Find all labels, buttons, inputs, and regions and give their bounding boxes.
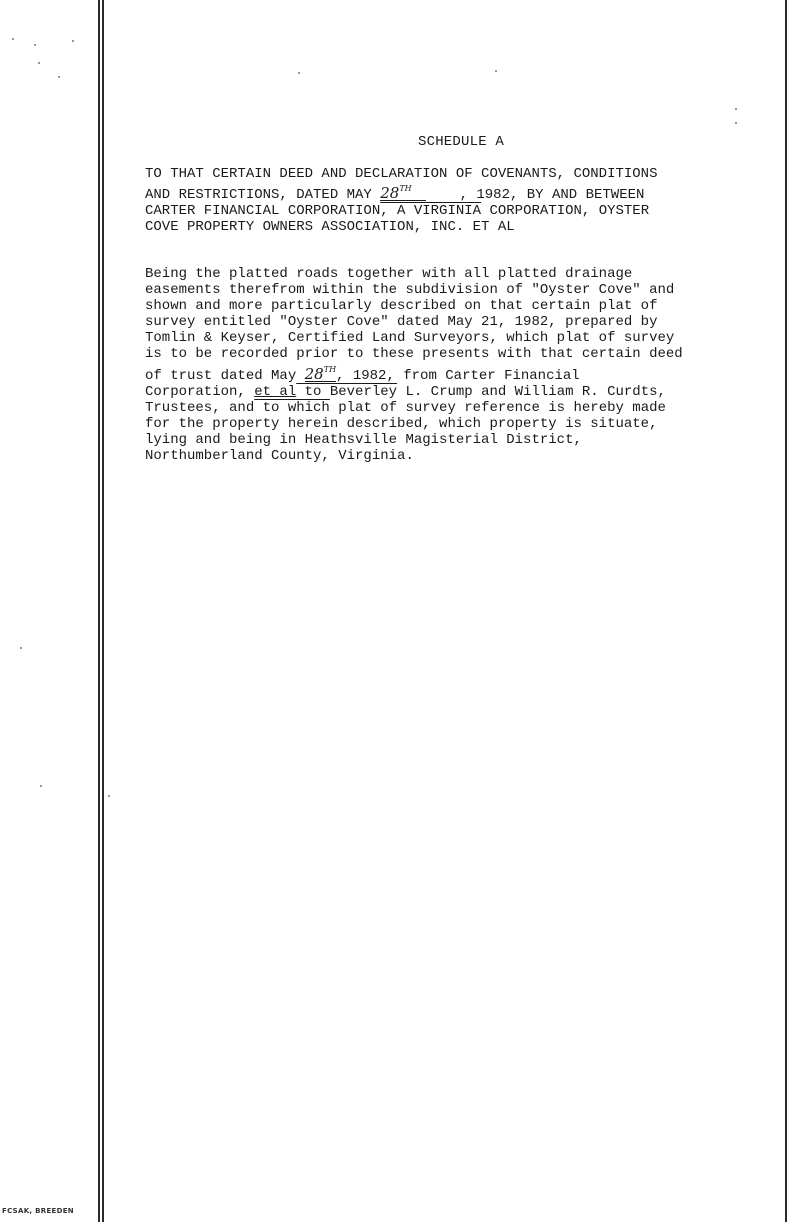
body-line: for the property herein described, which property is situate, bbox=[145, 415, 658, 432]
caption-line-3: CARTER FINANCIAL CORPORATION, A VIRGINIA CORPORATION, OYSTER bbox=[145, 203, 650, 219]
body-line: Trustees, and to which plat of survey reference is hereby made bbox=[145, 399, 666, 416]
caption-line-2: AND RESTRICTIONS, DATED MAY 28TH , 1982, BY AND BETWEEN bbox=[145, 184, 645, 203]
body-line: Being the platted roads together with all platted drainage bbox=[145, 266, 633, 282]
schedule-title: SCHEDULE A bbox=[418, 134, 505, 150]
body-line: Corporation, et al to Beverley L. Crump and William R. Curdts, bbox=[145, 383, 666, 400]
body-line: survey entitled "Oyster Cove" dated May 21, 1982, prepared by bbox=[145, 314, 658, 331]
legal-description bbox=[145, 266, 800, 464]
caption-line-4: COVE PROPERTY OWNERS ASSOCIATION, INC. ET AL bbox=[145, 219, 515, 235]
body-line: Northumberland County, Virginia. bbox=[145, 448, 414, 465]
body-line: Tomlin & Keyser, Certified Land Surveyors, which plat of survey bbox=[145, 330, 675, 347]
body-line: of trust dated May 28TH, 1982, from Carter Financial bbox=[145, 364, 580, 384]
body-line: shown and more particularly described on that certain plat of bbox=[145, 298, 658, 315]
body-line: easements therefrom within the subdivision of "Oyster Cove" and bbox=[145, 282, 675, 299]
right-margin-rule bbox=[785, 0, 787, 1222]
handwritten-date-day: 28TH bbox=[380, 182, 426, 201]
handwritten-trust-date-day: 28TH bbox=[304, 364, 337, 383]
body-line: is to be recorded prior to these presents with that certain deed bbox=[145, 346, 683, 363]
margin-stamp: FCSAK, BREEDEN bbox=[2, 1207, 74, 1215]
left-margin-rule-outer bbox=[98, 0, 100, 1222]
caption-line-1: TO THAT CERTAIN DEED AND DECLARATION OF COVENANTS, CONDITIONS bbox=[145, 166, 658, 182]
schedule-caption bbox=[145, 166, 785, 235]
left-margin-rule-inner bbox=[102, 0, 104, 1222]
body-line: lying and being in Heathsville Magisterial District, bbox=[145, 431, 582, 448]
